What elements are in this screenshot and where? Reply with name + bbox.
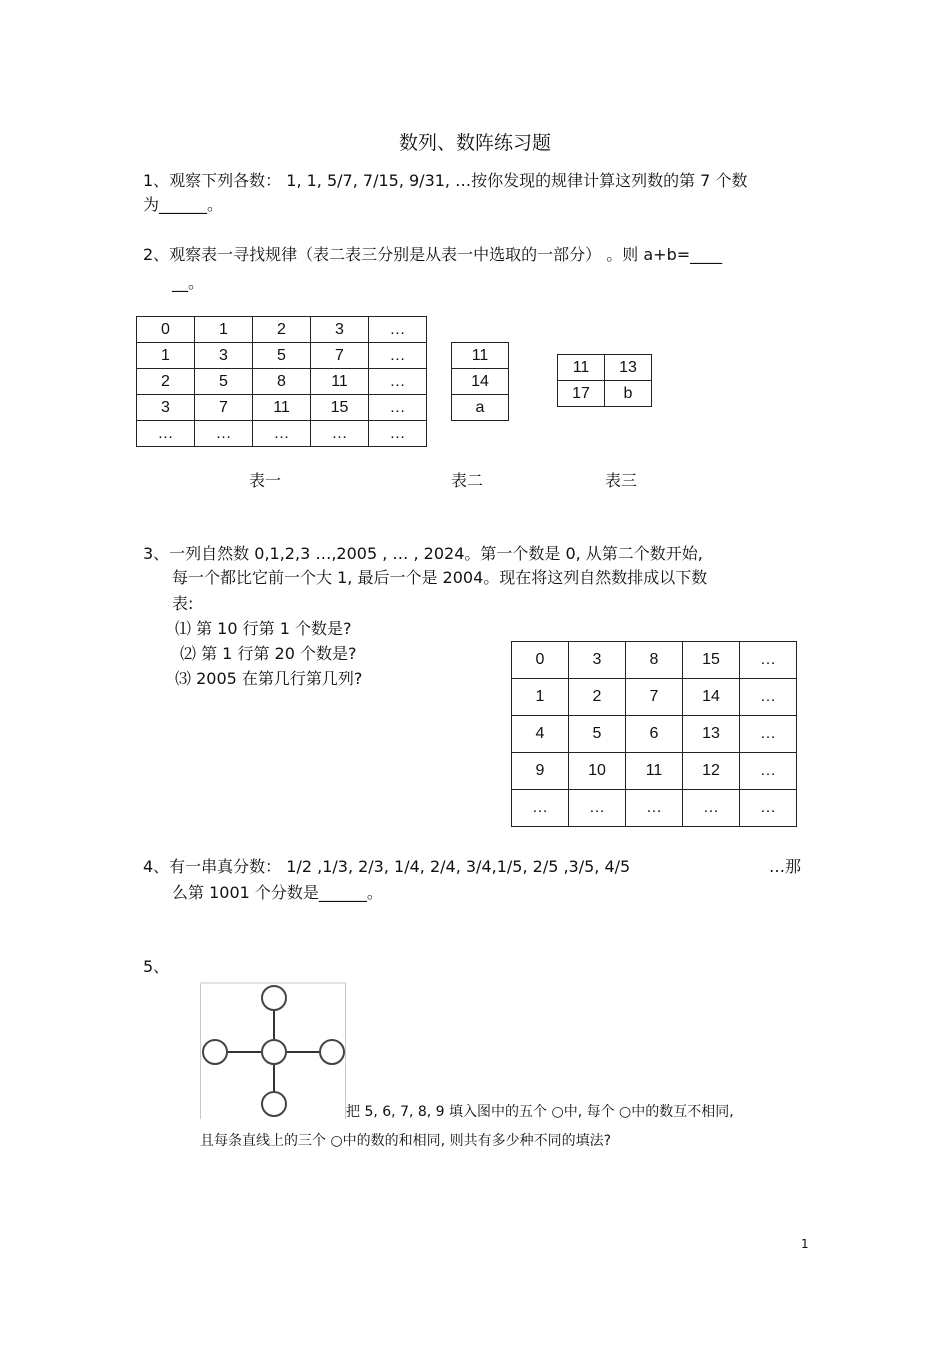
page-title: 数列、数阵练习题 [398, 132, 551, 154]
table-row [558, 355, 652, 381]
table-cell: 15 [683, 642, 740, 679]
table-cell: 1 [195, 317, 253, 343]
page-number: 1 [801, 1237, 809, 1251]
table-cell: 12 [683, 753, 740, 790]
table-cell: 3 [311, 317, 369, 343]
table-one [136, 316, 427, 447]
table-cell: 3 [195, 343, 253, 369]
table-cell: … [512, 790, 569, 827]
q3-sub3: ⑶ 2005 在第几行第几列? [175, 669, 363, 688]
table-cell: 17 [558, 381, 605, 407]
table-cell: 11 [626, 753, 683, 790]
table-three [557, 354, 652, 407]
table-cell: 10 [569, 753, 626, 790]
table-row [512, 753, 797, 790]
table-row [452, 395, 509, 421]
table-row [558, 381, 652, 407]
table-q3 [511, 641, 797, 827]
table-cell: 0 [137, 317, 195, 343]
table-cell: … [369, 369, 427, 395]
table-cell: 2 [569, 679, 626, 716]
table-cell: 1 [137, 343, 195, 369]
table-cell: … [740, 679, 797, 716]
table-cell: 3 [569, 642, 626, 679]
table-row [137, 317, 427, 343]
table-cell: … [369, 343, 427, 369]
table-cell: 2 [137, 369, 195, 395]
table-row [137, 369, 427, 395]
q3-line3: 表: [172, 594, 194, 613]
q4-line1: 4、有一串真分数： 1/2 ,1/3, 2/3, 1/4, 2/4, 3/4,1/5, 2/5 ,3/5, 4/5 [143, 857, 631, 876]
table-cell: … [740, 790, 797, 827]
table-cell: 3 [137, 395, 195, 421]
table-cell: 7 [626, 679, 683, 716]
table-row [137, 421, 427, 447]
table-two [451, 342, 509, 421]
table-cell: 14 [452, 369, 509, 395]
table-cell: 7 [195, 395, 253, 421]
table-cell: 4 [512, 716, 569, 753]
q3-sub2: ⑵ 第 1 行第 20 个数是? [180, 644, 357, 663]
table-cell: 5 [195, 369, 253, 395]
table-cell: 5 [569, 716, 626, 753]
table-cell: 8 [253, 369, 311, 395]
table-cell: a [452, 395, 509, 421]
table-row [512, 642, 797, 679]
table-cell: 5 [253, 343, 311, 369]
circle-left [203, 1040, 227, 1064]
table-row [512, 679, 797, 716]
caption-table-three: 表三 [605, 471, 638, 490]
table-cell: … [626, 790, 683, 827]
table-cell: … [369, 395, 427, 421]
table-cell: … [569, 790, 626, 827]
table-row [452, 369, 509, 395]
table-cell: 8 [626, 642, 683, 679]
q1-line1: 1、观察下列各数： 1, 1, 5/7, 7/15, 9/31, …按你发现的规律计算这列数的第 7 个数 [143, 171, 748, 190]
table-cell: b [605, 381, 652, 407]
table-cell: … [253, 421, 311, 447]
table-row [137, 395, 427, 421]
table-cell: 0 [512, 642, 569, 679]
table-cell: 11 [311, 369, 369, 395]
cross-diagram [200, 982, 346, 1119]
table-cell: 15 [311, 395, 369, 421]
table-cell: 14 [683, 679, 740, 716]
table-cell: … [369, 317, 427, 343]
table-cell: … [683, 790, 740, 827]
table-cell: 13 [683, 716, 740, 753]
table-cell: … [740, 716, 797, 753]
table-row [137, 343, 427, 369]
q4-line2: 么第 1001 个分数是______。 [172, 883, 383, 902]
circle-right [320, 1040, 344, 1064]
table-cell: … [195, 421, 253, 447]
table-cell: … [311, 421, 369, 447]
q3-sub1: ⑴ 第 10 行第 1 个数是? [175, 619, 352, 638]
caption-table-two: 表二 [451, 471, 484, 490]
table-cell: 7 [311, 343, 369, 369]
table-cell: 13 [605, 355, 652, 381]
q5-label: 5、 [143, 957, 170, 976]
table-cell: … [369, 421, 427, 447]
caption-table-one: 表一 [249, 471, 282, 490]
q3-line1: 3、一列自然数 0,1,2,3 …,2005 , … , 2024。第一个数是 0, 从第二个数开始, [143, 544, 703, 563]
table-cell: 2 [253, 317, 311, 343]
table-cell: … [137, 421, 195, 447]
table-cell: 11 [558, 355, 605, 381]
q5-text1: 把 5, 6, 7, 8, 9 填入图中的五个 ○中, 每个 ○中的数互不相同, [346, 1104, 734, 1120]
circle-bottom [262, 1092, 286, 1116]
table-cell: 11 [253, 395, 311, 421]
q5-text2: 且每条直线上的三个 ○中的数的和相同, 则共有多少种不同的填法? [200, 1133, 611, 1149]
table-cell: 6 [626, 716, 683, 753]
table-cell: … [740, 753, 797, 790]
q2-line2: __。 [172, 273, 205, 292]
table-cell: 1 [512, 679, 569, 716]
circle-top [262, 986, 286, 1010]
table-cell: 9 [512, 753, 569, 790]
table-row [512, 790, 797, 827]
q3-line2: 每一个都比它前一个大 1, 最后一个是 2004。现在将这列自然数排成以下数 [172, 568, 708, 587]
q4-line1-end: …那 [769, 857, 802, 876]
q1-line2: 为______。 [143, 195, 224, 214]
table-cell: … [740, 642, 797, 679]
table-cell: 11 [452, 343, 509, 369]
table-row [512, 716, 797, 753]
table-row [452, 343, 509, 369]
q2-line1: 2、观察表一寻找规律（表二表三分别是从表一中选取的一部分） 。则 a+b=____ [143, 245, 723, 264]
circle-center [262, 1040, 286, 1064]
